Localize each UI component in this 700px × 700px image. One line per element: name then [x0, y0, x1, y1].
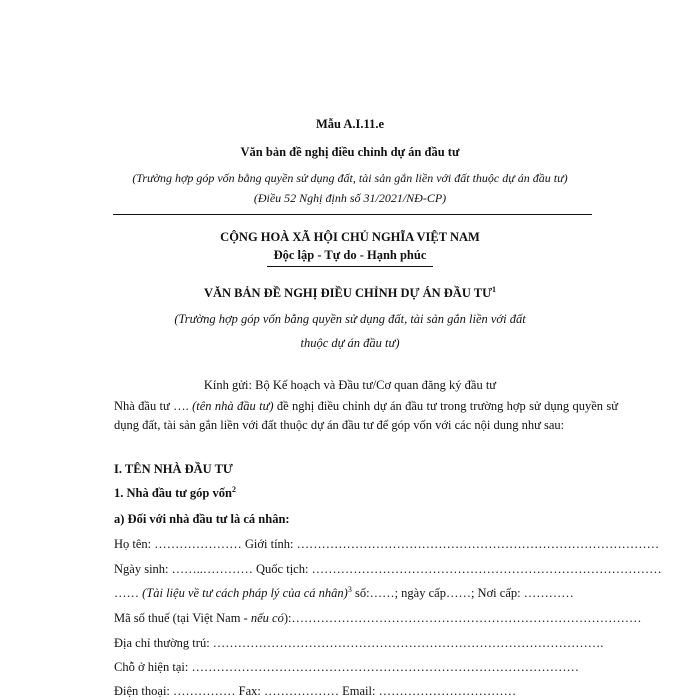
residence-field[interactable]: ………………………………………………………………………………….: [212, 636, 604, 650]
national-motto: CỘNG HOÀ XÃ HỘI CHỦ NGHĨA VIỆT NAM: [220, 230, 480, 244]
investor-name-placeholder: (tên nhà đầu tư): [192, 399, 274, 413]
national-slogan: Độc lập - Tự do - Hạnh phúc: [273, 248, 427, 262]
document-title: VĂN BẢN ĐỀ NGHỊ ĐIỀU CHỈNH DỰ ÁN ĐẦU $TƯ^1$: [203, 284, 497, 300]
email-field[interactable]: ……………………………: [378, 684, 517, 698]
legal-doc-row: …… (Tài liệu về tư cách pháp lý của cá nhân)$^3$ số:……; ngày cấp……; Nơi cấp: …………: [114, 584, 574, 600]
dob-nationality-row: Ngày sinh: ……..………… Quốc tịch: …………………………………………………………………………: [114, 562, 662, 576]
tax-field[interactable]: …………………………………………………………………………: [291, 611, 642, 625]
current-address-field[interactable]: …………………………………………………………………………………: [191, 660, 579, 674]
header-subtitle-1: (Trường hợp góp vốn bằng quyền sử dụng đất, tài sản gắn liền với đất thuộc dự án đầu tư): [132, 171, 568, 185]
fax-field[interactable]: Fax: ………………: [235, 684, 339, 698]
header-subtitle-2: (Điều 52 Nghị định số 31/2021/NĐ-CP): [253, 191, 447, 205]
document-subtitle-1: (Trường hợp góp vốn bằng quyền sử dụng đất, tài sản gắn liền với đất: [174, 312, 526, 326]
sub-heading: 1. Nhà đầu tư góp vốn$^2$: [114, 484, 236, 500]
legal-doc-type: (Tài liệu về tư cách pháp lý của cá nhân): [142, 586, 348, 600]
phone-field[interactable]: Điện thoại: ……………: [114, 684, 236, 698]
gender-field[interactable]: ……………………………………………………………………………: [296, 537, 660, 551]
footnote-ref-3: 3: [347, 584, 352, 594]
document-subtitle-2: thuộc dự án đầu tư): [300, 336, 400, 350]
doc-title: Văn bản đề nghị điều chỉnh dự án đầu tư: [240, 145, 460, 159]
individual-heading: a) Đối với nhà đầu tư là cá nhân:: [114, 512, 290, 526]
addressee: Kính gửi: Bộ Kế hoạch và Đầu tư/Cơ quan đăng ký đầu tư: [203, 378, 497, 392]
legal-doc-details[interactable]: số:……; ngày cấp……; Nơi cấp: …………: [351, 586, 574, 600]
section-heading: I. TÊN NHÀ ĐẦU TƯ: [114, 462, 233, 476]
form-code: Mẫu A.I.11.e: [315, 117, 385, 131]
intro-paragraph: Nhà đầu tư …. (tên nhà đầu tư) đề nghị điều chỉnh dự án đầu tư trong trường hợp sử dụng quyền sử dụng đất, tài sản gắn liền với đất thuộc dự án đầu tư để góp vốn với các nội dung như sau:: [114, 399, 618, 432]
name-field[interactable]: Họ tên: …………………: [114, 537, 242, 551]
residence-row: Địa chỉ thường trú: ………………………………………………………………………………….: [114, 636, 604, 650]
slogan-underline: [267, 266, 433, 267]
contact-row: Điện thoại: …………… Fax: ……………… Email: ……………………………: [114, 684, 517, 698]
nationality-field[interactable]: …………………………………………………………………………: [311, 562, 662, 576]
current-address-row: Chỗ ở hiện tại: …………………………………………………………………………………: [114, 660, 579, 674]
dob-field[interactable]: Ngày sinh: ……..…………: [114, 562, 253, 576]
footnote-ref-2: 2: [231, 484, 236, 494]
footnote-ref-1: 1: [492, 284, 497, 294]
tax-row: Mã số thuế (tại Việt Nam - nếu có):…………………………………………………………………………: [114, 611, 642, 625]
name-gender-row: Họ tên: ………………… Giới tính: ……………………………………………………………………………: [114, 537, 660, 551]
header-divider: [113, 214, 592, 215]
